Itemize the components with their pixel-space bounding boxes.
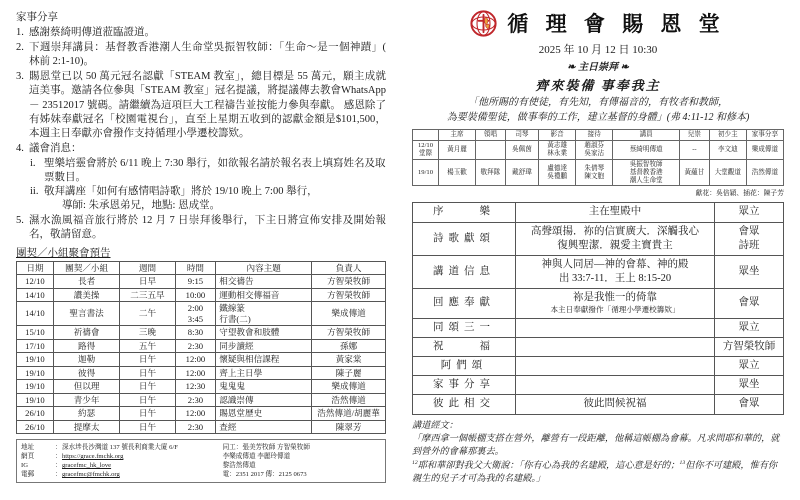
table-row [17,420,386,433]
duty-cell: 大堂觀道 [709,159,746,186]
cell-date: 14/10 [17,302,54,326]
duty-col-header: 領唱 [476,130,506,141]
announcement-sublist [16,157,386,214]
church-name: 循 理 會 賜 恩 堂 [507,12,726,36]
order-item-content: 神與人同居—神的會幕、神的殿 出 33:7-11．王上 8:15-20 [516,255,715,288]
contact-row-instagram [21,461,223,470]
cell-weekday: 二午 [120,302,175,326]
colon: ： [55,471,62,479]
order-item-note: 本主日奉獻撥作「循理小學遷校籌欵」 [550,305,680,315]
cell-group: 約瑟 [53,407,119,420]
worship-order-body [413,203,784,414]
worship-order-row [413,395,784,414]
col-header-time: 時間 [175,261,216,274]
duty-cell: 黃蘊甘 [680,159,710,186]
duty-col-header [413,130,439,141]
order-item-participant: 眾立 [715,357,784,376]
cell-date: 12/10 [17,275,54,288]
scripture-paragraph-1: 「摩西拿一個帳棚支搭在營外，離營有一段距離，他稱這帳棚為會幕。凡求問耶和華的，就到營外的會幕那裏去。 [412,432,780,457]
duty-header-row [413,130,784,141]
col-header-date: 日期 [17,261,54,274]
contact-value-address: 深水埗長沙灣道 137 號長利商業大廈 6/F [62,444,178,451]
worship-order-row [413,203,784,222]
left-flourish-icon: ❧ [567,62,576,73]
worship-order-row [413,337,784,356]
cell-time: 2:30 [175,339,216,352]
order-item-content [516,376,715,395]
contact-row-website [21,452,223,461]
order-item-content [516,357,715,376]
duty-col-header: 講員 [613,130,680,141]
sub-announcement-text: 聖樂培靈會將於 6/11 晚上 7:30 舉行，如欲報名請於報名表上填寫姓名及取票數目。 [44,157,386,183]
schedule-title: 團契／小組聚會預告 [16,247,111,259]
order-item-label: 序 樂 [413,203,516,222]
sub-announcement-line1: 敬拜講座「如何有感情唱詩歌」將於 19/10 晚上 7:00 舉行， [44,186,318,198]
scripture-text-b: 但你不可建殿，惟有你親生的兒子才可為我的名建殿。」 [412,459,778,484]
cell-time: 8:30 [175,326,216,339]
worship-order-table [412,202,784,414]
service-theme: 齊來裝備 事奉我主 [535,78,661,93]
cell-topic: 守望教會和肢體 [216,326,312,339]
theme-verse-line1: 「他所賜的有使徒，有先知，有傳福音的，有牧者和教師， [468,97,728,108]
order-item-participant: 方智榮牧師 [715,337,784,356]
cell-leader: 浩然傳道/胡麗華 [312,407,386,420]
worship-order-row [413,376,784,395]
cell-time: 12:30 [175,380,216,393]
cell-weekday: 三晚 [120,326,175,339]
right-column [400,0,800,500]
cell-date: 19/10 [17,353,54,366]
cell-topic: 運動相交傳福音 [216,288,312,301]
order-item-label: 詩歌獻頌 [413,222,516,255]
cell-time: 2:30 [175,393,216,406]
worship-order-row [413,318,784,337]
cell-leader: 孫娜 [312,339,386,352]
service-type-text: 主日崇拜 [578,62,618,73]
cross-and-flame-logo-icon [470,10,497,37]
duty-cell: 吳振智牧師 基督教香港 潮人生命堂 [613,159,680,186]
cell-weekday: 日午 [120,420,175,433]
contact-right [223,443,381,479]
duty-row [413,159,784,186]
sub-announcement-number: ii. [30,186,39,198]
order-item-participant: 會眾 [715,289,784,318]
instagram-link[interactable]: gracefmc_hk_love [62,462,112,470]
worship-order-row [413,255,784,288]
verse-number-13: 13 [679,459,686,466]
duty-cell: 黃志雄 林永業 [539,140,576,159]
announcements-list [16,26,386,156]
cell-date: 19/10 [17,366,54,379]
cell-date: 26/10 [17,407,54,420]
worship-order-row [413,289,784,318]
duty-cell: 盧德達 吳禮鵬 [539,159,576,186]
cell-topic: 相交禱告 [216,275,312,288]
staff-line-3: 黎浩然傳道 [222,462,256,470]
cell-time: 2:00 3:45 [175,302,216,326]
cell-group: 青少年 [53,393,119,406]
cell-time: 12:00 [175,407,216,420]
table-row [17,288,386,301]
cell-topic: 懷疑與相信課程 [216,353,312,366]
worship-order-row [413,222,784,255]
announcement-text: 濕水漁風福音旅行將於 12 月 7 日崇拜後舉行，下主日將宣佈安排及開始報名，敬請留意。 [29,215,386,241]
col-header-group: 團契／小組 [53,261,119,274]
cell-date: 17/10 [17,339,54,352]
duty-cell: 李文迪 [709,140,746,159]
duty-col-header: 初少主 [709,130,746,141]
announcement-number: 1. [16,27,24,39]
cell-weekday: 日午 [120,393,175,406]
order-item-content [516,318,715,337]
duty-col-header: 接待 [576,130,613,141]
cell-group: 提摩太 [53,420,119,433]
duty-cell: 戴舒瑋 [505,159,538,186]
cell-group: 迦勒 [53,353,119,366]
contact-footer [16,439,386,483]
cell-group: 但以理 [53,380,119,393]
duty-cell: 吳佩茵 [505,140,538,159]
cell-leader: 陳子麗 [312,366,386,379]
duty-date: 12/10 堂際 [413,140,439,159]
cell-leader: 樂成傳道 [312,380,386,393]
cell-date: 26/10 [17,420,54,433]
cell-leader: 方智榮牧師 [312,288,386,301]
cell-group: 路得 [53,339,119,352]
cell-time: 10:00 [175,288,216,301]
order-item-content: 高聲頌揚．祢的信實廣大．深觸我心 復興聖潔．親愛主寶貴主 [516,222,715,255]
colon: ： [55,444,62,451]
theme-verse-line2: 為要裝備聖徒，做事奉的工作，建立基督的身體」(弗 4:11-12 和修本) [446,111,750,123]
cell-time: 9:15 [175,275,216,288]
duty-row [413,140,784,159]
cell-topic: 鐵線篆 行書(二) [216,302,312,326]
cell-weekday: 日午 [120,366,175,379]
col-header-weekday: 週間 [120,261,175,274]
cell-leader: 浩然傳道 [312,393,386,406]
service-type-label [412,58,784,73]
order-item-label: 回應奉獻 [413,289,516,318]
cell-topic: 賜恩堂歷史 [216,407,312,420]
order-item-label: 阿們頌 [413,357,516,376]
announcement-item-2 [16,41,386,70]
announcement-item-4 [16,142,386,156]
cell-leader: 黃家棠 [312,353,386,366]
announcement-item-5 [16,214,386,243]
order-item-content: 祢是我惟一的倚靠 本主日奉獻撥作「循理小學遷校籌欵」 [516,289,715,318]
sub-announcement-line2: 導師: 朱承恩弟兄，地點: 恩成堂。 [62,200,221,212]
cell-topic: 同步讀經 [216,339,312,352]
verse-number-12: 12 [412,459,418,466]
schedule-body [17,275,386,434]
order-item-label: 講道信息 [413,255,516,288]
duty-cell: 趙淑芬 吳家沾 [576,140,613,159]
cell-date: 19/10 [17,380,54,393]
sub-announcement-number: i. [30,157,36,169]
duty-cell: -- [680,140,710,159]
duty-col-header: 家事分享 [746,130,783,141]
contact-label: 網頁 [21,453,35,461]
cell-group: 長者 [53,275,119,288]
colon: ： [55,462,62,470]
order-item-participant: 眾立 [715,203,784,222]
cell-weekday: 日午 [120,353,175,366]
announcement-text: 下週崇拜講員：基督教香港潮人生命堂吳振智牧師：「生命～是一個神蹟」( 林前 2:1-10)。 [29,41,386,68]
announcement-number: 2. [16,41,24,53]
bulletin-header [412,8,784,125]
website-link[interactable]: https://grace.fmchk.org [62,453,124,461]
duty-cell: 蔡綺明傳道 [613,140,680,159]
worship-order-row [413,357,784,376]
col-header-topic: 內容主題 [216,261,312,274]
table-row [17,353,386,366]
order-item-content: 主在聖殿中 [516,203,715,222]
sermon-scripture [412,419,784,486]
order-item-participant: 會眾 [715,395,784,414]
table-row [17,275,386,288]
table-row [17,407,386,420]
announcement-text: 感謝蔡綺明傳道蒞臨證道。 [29,27,155,39]
duty-roster-table [412,129,784,186]
order-item-label: 同頌三一 [413,318,516,337]
sub-announcement-text [44,185,386,214]
cell-date: 14/10 [17,288,54,301]
cell-topic: 查經 [216,420,312,433]
order-item-participant: 眾坐 [715,255,784,288]
colon: ： [55,453,62,461]
duty-cell: 樂成傳道 [746,140,783,159]
flowers-note: 獻花：吳倍穎、插花：陳子芳 [695,190,784,198]
order-item-content [516,337,715,356]
duty-cell: 朱倩琴 陳文胞 [576,159,613,186]
cell-time: 12:00 [175,366,216,379]
duty-cell: 敬拜隊 [476,159,506,186]
fellowship-schedule-table [16,261,386,434]
order-item-label: 彼此相交 [413,395,516,414]
cell-leader: 方智榮牧師 [312,275,386,288]
sub-announcement-ii [30,185,386,214]
table-row [17,339,386,352]
duty-cell [476,140,506,159]
table-row [17,366,386,379]
contact-label: IG [21,462,28,470]
contact-left [21,443,223,479]
duty-cell: 黃月麗 [438,140,475,159]
contact-row-email [21,470,223,479]
cell-leader: 陳翠芳 [312,420,386,433]
sub-announcement-i [30,157,386,186]
order-item-content: 彼此問候祝福 [516,395,715,414]
scripture-label: 講道經文： [412,419,458,430]
duty-col-header: 司琴 [505,130,538,141]
table-row [17,326,386,339]
service-datetime: 2025 年 10 月 12 日 10:30 [538,44,658,56]
announcements-title: 家事分享 [16,12,58,23]
table-row [17,302,386,326]
cell-weekday: 五午 [120,339,175,352]
cell-topic: 齊上主日學 [216,366,312,379]
phone-fax-line: 電：2351 2017 傳：2125 0673 [222,471,307,479]
email-link[interactable]: gracefmc@fmchk.org [62,471,120,479]
cell-group: 祈禱會 [53,326,119,339]
contact-label: 地址 [21,444,35,451]
announcement-item-3 [16,70,386,141]
cell-topic: 鬼鬼鬼 [216,380,312,393]
cell-weekday: 日午 [120,380,175,393]
announcement-number: 3. [16,71,24,83]
table-row [17,393,386,406]
right-flourish-icon: ❧ [620,62,629,73]
contact-label: 電郵 [21,471,35,479]
duty-col-header: 主席 [438,130,475,141]
cell-group: 彼得 [53,366,119,379]
scripture-paragraph-2 [412,459,784,486]
cell-weekday: 日早 [120,275,175,288]
announcement-item-1 [16,26,386,40]
duty-col-header: 兒崇 [680,130,710,141]
cell-date: 19/10 [17,393,54,406]
cell-time: 2:30 [175,420,216,433]
duty-cell: 浩然傳道 [746,159,783,186]
table-header-row [17,261,386,274]
announcements-list-cont [16,214,386,243]
cell-weekday: 日午 [120,407,175,420]
duty-col-header: 影音 [539,130,576,141]
cell-group: 聖言書法 [53,302,119,326]
cell-leader: 樂成傳道 [312,302,386,326]
staff-line-1: 同工：張美芳牧師 方智榮牧師 [222,444,310,451]
cell-leader: 方智榮牧師 [312,326,386,339]
contact-row-address [21,443,223,452]
order-item-participant: 眾坐 [715,376,784,395]
duty-date: 19/10 [413,159,439,186]
order-item-participant: 眾立 [715,318,784,337]
cell-date: 15/10 [17,326,54,339]
announcement-text: 議會消息： [29,142,82,154]
cell-group: 讚美操 [53,288,119,301]
order-item-label: 祝 福 [413,337,516,356]
staff-line-2: 李樂成傳道 李麗玲傳道 [222,453,291,461]
cell-weekday: 二三五早 [120,288,175,301]
order-item-label: 家事分享 [413,376,516,395]
cell-topic: 認識崇傳 [216,393,312,406]
announcement-text: 賜恩堂已以 50 萬元冠名認獻「STEAM 教室」，總目標是 55 萬元，願主成就這美事。邀請各位參與「STEAM 教室」冠名提議，將提議傳去教會WhatsApp － 23512017 號碼。請繼續為這項巨大工程禱告並按能力參與奉獻。 感恩除了有姊妹奉獻冠名「校園電視台」，直至上星期五收到的認獻金額是$101,500，本週主日奉獻亦會撥作支持循理小學遷校籌欵。 [29,71,386,140]
scripture-text-a: 耶和華卻對我父大衛說：「你有心為我的名建殿，這心意是好的； [417,459,680,470]
order-item-participant: 會眾 詩班 [715,222,784,255]
duty-cell: 楊玉歡 [438,159,475,186]
duty-body [413,140,784,186]
table-row [17,380,386,393]
theme-verse [412,96,784,125]
announcement-number: 4. [16,142,24,154]
cell-time: 12:00 [175,353,216,366]
col-header-leader: 負責人 [312,261,386,274]
announcement-number: 5. [16,215,24,227]
